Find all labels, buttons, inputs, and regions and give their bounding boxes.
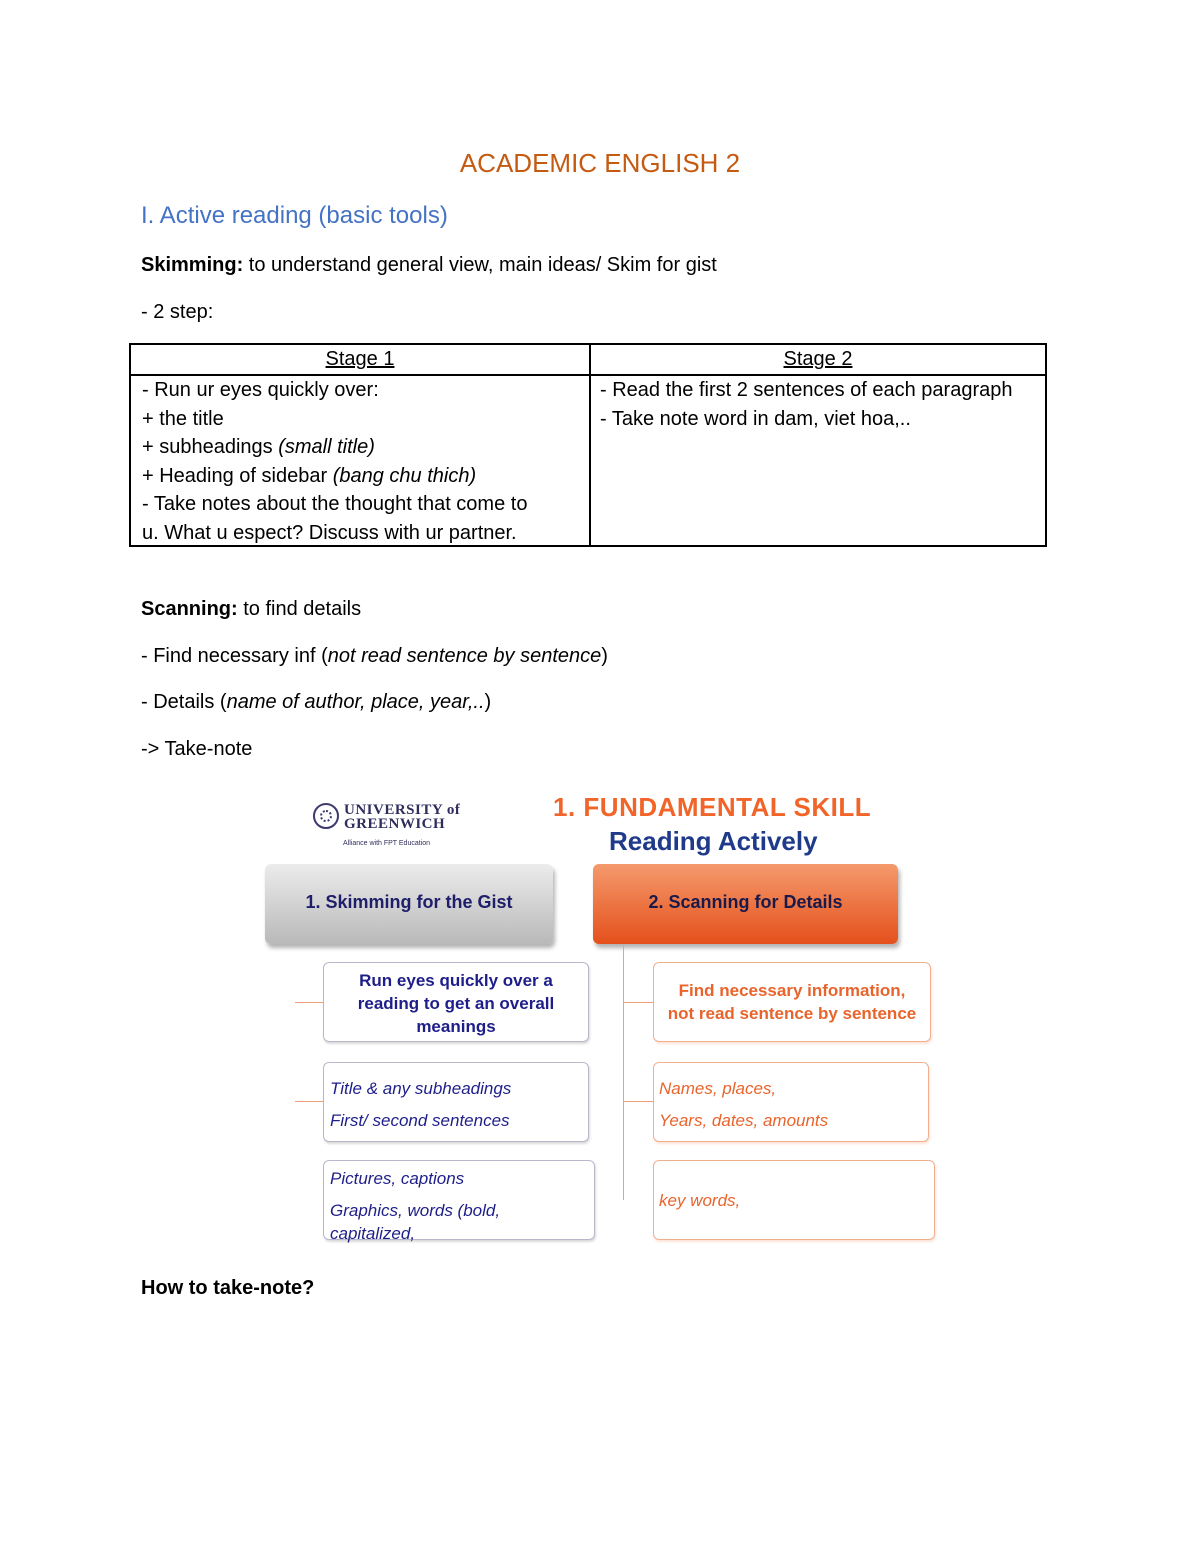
steps-line: - 2 step: bbox=[141, 301, 214, 323]
section-heading: I. Active reading (basic tools) bbox=[141, 202, 448, 229]
scanning-box-label: 2. Scanning for Details bbox=[648, 892, 843, 912]
scanning-point-2: - Details (name of author, place, year,..) bbox=[141, 691, 492, 713]
scan-card-1: Find necessary information, not read sentence by sentence bbox=[653, 962, 931, 1042]
skimming-definition: to understand general view, main ideas/ Skim for gist bbox=[243, 254, 717, 276]
stage1-line: + the title bbox=[142, 407, 224, 430]
stage2-cell bbox=[600, 376, 1012, 433]
skimming-box-label: 1. Skimming for the Gist bbox=[305, 892, 513, 912]
table-header-stage1: Stage 1 bbox=[325, 348, 395, 370]
scanning-point-3: -> Take-note bbox=[141, 738, 253, 760]
skimming-paragraph bbox=[141, 253, 717, 277]
stage1-line: + subheadings (small title) bbox=[142, 436, 375, 459]
scanning-box bbox=[593, 864, 898, 944]
stage2-line: - Read the first 2 sentences of each paragraph bbox=[600, 379, 1013, 401]
scanning-definition: to find details bbox=[237, 598, 362, 620]
stage1-line: + Heading of sidebar (bang chu thich) bbox=[142, 464, 477, 487]
scanning-point-1: - Find necessary inf (not read sentence by sentence) bbox=[141, 645, 608, 667]
table-header-stage2: Stage 2 bbox=[783, 348, 853, 370]
slide-subtitle: Reading Actively bbox=[609, 826, 818, 856]
scanning-term: Scanning: bbox=[141, 598, 238, 620]
logo-subtext: Alliance with FPT Education bbox=[343, 840, 431, 847]
document-title: ACADEMIC ENGLISH 2 bbox=[459, 148, 741, 178]
stage1-line: - Take notes about the thought that come to bbox=[142, 493, 528, 516]
skim-card-2: Title & any subheadings First/ second sentences bbox=[323, 1062, 589, 1142]
connector-line bbox=[623, 1101, 653, 1102]
connector-line bbox=[623, 944, 624, 1200]
logo-text: GREENWICH bbox=[344, 816, 446, 832]
skimming-box bbox=[265, 864, 553, 944]
scan-card-3: key words, bbox=[653, 1160, 935, 1240]
university-seal-icon bbox=[313, 803, 339, 829]
skim-card-1: Run eyes quickly over a reading to get an overall meanings bbox=[323, 962, 589, 1042]
logo-text: UNIVERSITY of bbox=[344, 802, 461, 818]
stage1-cell bbox=[142, 376, 527, 548]
stage2-line: - Take note word in dam, viet hoa,.. bbox=[600, 407, 911, 430]
stages-table bbox=[129, 343, 1047, 547]
slide-title: 1. FUNDAMENTAL SKILL bbox=[553, 792, 872, 822]
connector-line bbox=[295, 1002, 323, 1003]
closing-question: How to take-note? bbox=[141, 1277, 315, 1299]
scan-card-2: Names, places, Years, dates, amounts bbox=[653, 1062, 929, 1142]
skimming-term: Skimming: bbox=[141, 254, 244, 276]
scanning-paragraph bbox=[141, 597, 361, 621]
stage1-line: - Run ur eyes quickly over: bbox=[142, 379, 379, 401]
connector-line bbox=[295, 1101, 323, 1102]
stage1-line: u. What u espect? Discuss with ur partner. bbox=[142, 521, 517, 544]
connector-line bbox=[623, 1002, 653, 1003]
skim-card-3: Pictures, captions Graphics, words (bold, capitalized, bbox=[323, 1160, 595, 1240]
